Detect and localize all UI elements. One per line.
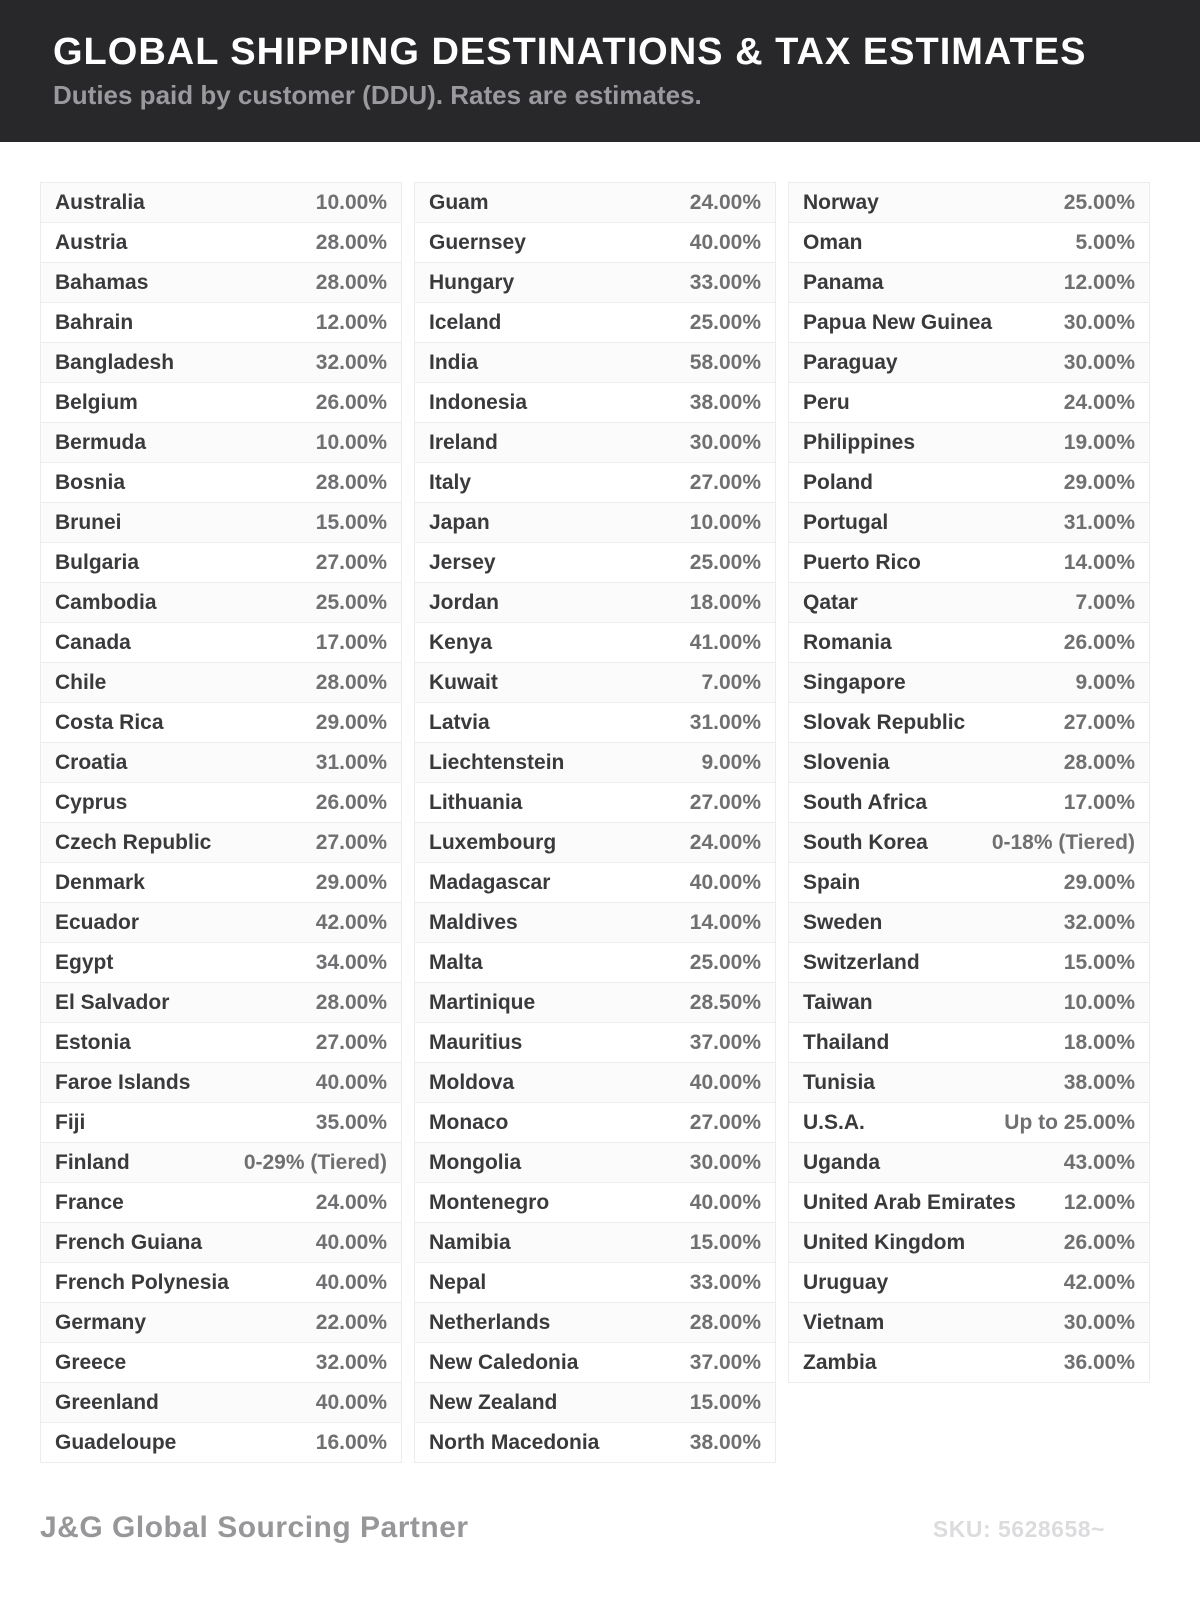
table-row bbox=[41, 1383, 401, 1423]
country-name: Mongolia bbox=[429, 1150, 522, 1174]
table-row bbox=[789, 383, 1149, 423]
table-row bbox=[789, 863, 1149, 903]
page-title: GLOBAL SHIPPING DESTINATIONS & TAX ESTIMATES bbox=[53, 31, 1087, 73]
table-row bbox=[415, 1023, 775, 1063]
tax-rate: 43.00% bbox=[1063, 1150, 1135, 1174]
table-row bbox=[41, 1103, 401, 1143]
country-name: United Arab Emirates bbox=[803, 1190, 1016, 1214]
table-row bbox=[415, 783, 775, 823]
tax-rate: 18.00% bbox=[1063, 1030, 1135, 1054]
tax-rate: 28.00% bbox=[689, 1310, 761, 1334]
country-name: Germany bbox=[55, 1310, 147, 1334]
tax-rate: 41.00% bbox=[689, 630, 761, 654]
country-name: Bahrain bbox=[55, 310, 134, 334]
tax-rate: 10.00% bbox=[1063, 990, 1135, 1014]
country-name: Greece bbox=[55, 1350, 127, 1374]
tax-rate: 40.00% bbox=[315, 1390, 387, 1414]
tax-rate: 28.00% bbox=[315, 470, 387, 494]
country-name: Singapore bbox=[803, 670, 906, 694]
country-name: Croatia bbox=[55, 750, 128, 774]
country-name: U.S.A. bbox=[803, 1110, 865, 1134]
table-row bbox=[789, 583, 1149, 623]
table-row bbox=[415, 263, 775, 303]
table-row bbox=[415, 1263, 775, 1303]
table-row bbox=[789, 303, 1149, 343]
country-name: Monaco bbox=[429, 1110, 509, 1134]
table-row bbox=[789, 183, 1149, 223]
country-name: Hungary bbox=[429, 270, 515, 294]
table-row bbox=[41, 863, 401, 903]
table-row bbox=[415, 343, 775, 383]
table-row bbox=[789, 743, 1149, 783]
table-row bbox=[415, 1143, 775, 1183]
tax-rate: 28.50% bbox=[689, 990, 761, 1014]
tax-rate: 40.00% bbox=[689, 230, 761, 254]
tax-rate: 28.00% bbox=[315, 230, 387, 254]
table-row bbox=[789, 1343, 1149, 1383]
country-name: Bangladesh bbox=[55, 350, 175, 374]
country-name: France bbox=[55, 1190, 124, 1214]
table-row bbox=[41, 1023, 401, 1063]
country-name: Faroe Islands bbox=[55, 1070, 191, 1094]
country-name: Italy bbox=[429, 470, 472, 494]
tax-rate: 17.00% bbox=[1063, 790, 1135, 814]
table-row bbox=[41, 1423, 401, 1463]
tax-rate: 38.00% bbox=[689, 390, 761, 414]
tax-rate: 29.00% bbox=[315, 870, 387, 894]
tax-rate: 30.00% bbox=[1063, 310, 1135, 334]
tax-rate: 31.00% bbox=[689, 710, 761, 734]
tax-rate: 33.00% bbox=[689, 270, 761, 294]
table-row bbox=[415, 983, 775, 1023]
country-name: Slovenia bbox=[803, 750, 890, 774]
tax-rate: 14.00% bbox=[1063, 550, 1135, 574]
table-row bbox=[41, 743, 401, 783]
table-row bbox=[415, 663, 775, 703]
tax-rate: 40.00% bbox=[315, 1270, 387, 1294]
country-name: Latvia bbox=[429, 710, 490, 734]
table-row bbox=[415, 1223, 775, 1263]
tax-rate: 31.00% bbox=[1063, 510, 1135, 534]
tax-rate: 16.00% bbox=[315, 1430, 387, 1454]
tax-rate: 38.00% bbox=[689, 1430, 761, 1454]
table-row bbox=[415, 583, 775, 623]
tax-rate: 38.00% bbox=[1063, 1070, 1135, 1094]
country-name: North Macedonia bbox=[429, 1430, 600, 1454]
country-name: Qatar bbox=[803, 590, 858, 614]
country-name: Belgium bbox=[55, 390, 138, 414]
country-name: Cambodia bbox=[55, 590, 157, 614]
country-name: South Korea bbox=[803, 830, 928, 854]
table-row bbox=[789, 703, 1149, 743]
tax-rate: 26.00% bbox=[1063, 630, 1135, 654]
table-row bbox=[789, 503, 1149, 543]
table-row bbox=[789, 1023, 1149, 1063]
tax-rate: 33.00% bbox=[689, 1270, 761, 1294]
table-row bbox=[415, 903, 775, 943]
table-row bbox=[789, 1183, 1149, 1223]
country-name: Costa Rica bbox=[55, 710, 164, 734]
country-name: Uruguay bbox=[803, 1270, 889, 1294]
table-row bbox=[41, 503, 401, 543]
tax-rate: 26.00% bbox=[315, 790, 387, 814]
tax-rate: 32.00% bbox=[315, 350, 387, 374]
tax-rate: 26.00% bbox=[1063, 1230, 1135, 1254]
tax-rate: 12.00% bbox=[1063, 1190, 1135, 1214]
table-row bbox=[789, 943, 1149, 983]
table-row bbox=[41, 943, 401, 983]
tax-rate: 40.00% bbox=[315, 1230, 387, 1254]
tax-rate: 25.00% bbox=[1063, 190, 1135, 214]
rate-column bbox=[788, 182, 1150, 1383]
table-row bbox=[41, 623, 401, 663]
table-row bbox=[41, 1063, 401, 1103]
tax-rate: 15.00% bbox=[1063, 950, 1135, 974]
tax-rate: 29.00% bbox=[315, 710, 387, 734]
country-name: Romania bbox=[803, 630, 892, 654]
table-row bbox=[415, 223, 775, 263]
country-name: Finland bbox=[55, 1150, 130, 1174]
table-row bbox=[415, 1063, 775, 1103]
country-name: Moldova bbox=[429, 1070, 515, 1094]
tax-rate: 7.00% bbox=[1075, 590, 1135, 614]
tax-rate: 42.00% bbox=[1063, 1270, 1135, 1294]
tax-rate: 34.00% bbox=[315, 950, 387, 974]
table-row bbox=[789, 343, 1149, 383]
tax-rate: 28.00% bbox=[1063, 750, 1135, 774]
country-name: Ireland bbox=[429, 430, 498, 454]
country-name: Namibia bbox=[429, 1230, 511, 1254]
country-name: Bermuda bbox=[55, 430, 147, 454]
table-row bbox=[789, 1143, 1149, 1183]
tax-rate: 40.00% bbox=[689, 1190, 761, 1214]
table-row bbox=[41, 823, 401, 863]
table-row bbox=[415, 383, 775, 423]
tax-rate: 35.00% bbox=[315, 1110, 387, 1134]
country-name: Canada bbox=[55, 630, 131, 654]
table-row bbox=[41, 1143, 401, 1183]
table-row bbox=[41, 663, 401, 703]
tax-rate: 12.00% bbox=[315, 310, 387, 334]
country-name: Papua New Guinea bbox=[803, 310, 993, 334]
table-row bbox=[415, 423, 775, 463]
country-name: Japan bbox=[429, 510, 490, 534]
tax-rate: 40.00% bbox=[689, 1070, 761, 1094]
tax-rate: 19.00% bbox=[1063, 430, 1135, 454]
table-row bbox=[789, 543, 1149, 583]
tax-rate: 37.00% bbox=[689, 1030, 761, 1054]
tax-rate: 24.00% bbox=[689, 830, 761, 854]
tax-rate: 15.00% bbox=[315, 510, 387, 534]
tax-rate: 26.00% bbox=[315, 390, 387, 414]
table-row bbox=[415, 943, 775, 983]
table-row bbox=[789, 663, 1149, 703]
tax-rate: 27.00% bbox=[315, 830, 387, 854]
table-row bbox=[789, 783, 1149, 823]
table-row bbox=[789, 823, 1149, 863]
table-row bbox=[41, 223, 401, 263]
country-name: Martinique bbox=[429, 990, 536, 1014]
country-name: Switzerland bbox=[803, 950, 920, 974]
country-name: Australia bbox=[55, 190, 145, 214]
table-row bbox=[415, 1103, 775, 1143]
country-name: French Polynesia bbox=[55, 1270, 229, 1294]
table-row bbox=[789, 1063, 1149, 1103]
tax-rate: 58.00% bbox=[689, 350, 761, 374]
country-name: South Africa bbox=[803, 790, 928, 814]
rates-table bbox=[40, 182, 1150, 1463]
sku-label: SKU: 5628658~ bbox=[932, 1516, 1105, 1542]
tax-rate: 27.00% bbox=[689, 790, 761, 814]
table-row bbox=[789, 1103, 1149, 1143]
country-name: Philippines bbox=[803, 430, 916, 454]
tax-rate: 27.00% bbox=[689, 1110, 761, 1134]
tax-rate: 25.00% bbox=[689, 550, 761, 574]
country-name: Denmark bbox=[55, 870, 145, 894]
tax-rate: 18.00% bbox=[689, 590, 761, 614]
tax-rate: 24.00% bbox=[315, 1190, 387, 1214]
table-row bbox=[41, 1183, 401, 1223]
country-name: Fiji bbox=[55, 1110, 86, 1134]
table-row bbox=[789, 623, 1149, 663]
country-name: Puerto Rico bbox=[803, 550, 921, 574]
tax-rate: 40.00% bbox=[689, 870, 761, 894]
country-name: Poland bbox=[803, 470, 874, 494]
country-name: Guernsey bbox=[429, 230, 526, 254]
table-row bbox=[415, 503, 775, 543]
country-name: Estonia bbox=[55, 1030, 131, 1054]
tax-rate: 10.00% bbox=[315, 190, 387, 214]
rate-column bbox=[40, 182, 402, 1463]
country-name: Guadeloupe bbox=[55, 1430, 177, 1454]
country-name: Greenland bbox=[55, 1390, 159, 1414]
table-row bbox=[415, 303, 775, 343]
table-row bbox=[415, 543, 775, 583]
country-name: Zambia bbox=[803, 1350, 877, 1374]
tax-rate: 29.00% bbox=[1063, 470, 1135, 494]
country-name: New Zealand bbox=[429, 1390, 558, 1414]
country-name: Brunei bbox=[55, 510, 122, 534]
tax-rate: 36.00% bbox=[1063, 1350, 1135, 1374]
country-name: Netherlands bbox=[429, 1310, 551, 1334]
tax-rate: 27.00% bbox=[315, 550, 387, 574]
tax-rate: 24.00% bbox=[689, 190, 761, 214]
table-row bbox=[41, 1303, 401, 1343]
tax-rate: 14.00% bbox=[689, 910, 761, 934]
country-name: Mauritius bbox=[429, 1030, 523, 1054]
tax-rate: 30.00% bbox=[689, 1150, 761, 1174]
table-row bbox=[789, 1263, 1149, 1303]
table-row bbox=[41, 1263, 401, 1303]
table-row bbox=[789, 423, 1149, 463]
tax-rate: 30.00% bbox=[1063, 350, 1135, 374]
country-name: Ecuador bbox=[55, 910, 140, 934]
tax-rate: 30.00% bbox=[1063, 1310, 1135, 1334]
rate-column bbox=[414, 182, 776, 1463]
table-row bbox=[789, 223, 1149, 263]
country-name: New Caledonia bbox=[429, 1350, 579, 1374]
country-name: Chile bbox=[55, 670, 107, 694]
footer bbox=[40, 1511, 1105, 1545]
country-name: El Salvador bbox=[55, 990, 170, 1014]
table-row bbox=[789, 903, 1149, 943]
tax-rate: 9.00% bbox=[701, 750, 761, 774]
country-name: Peru bbox=[803, 390, 850, 414]
country-name: Taiwan bbox=[803, 990, 873, 1014]
table-row bbox=[41, 783, 401, 823]
table-row bbox=[415, 463, 775, 503]
country-name: Egypt bbox=[55, 950, 114, 974]
country-name: Spain bbox=[803, 870, 861, 894]
brand-name: J&G Global Sourcing Partner bbox=[40, 1511, 469, 1544]
country-name: Bulgaria bbox=[55, 550, 140, 574]
tax-rate: 42.00% bbox=[315, 910, 387, 934]
country-name: Madagascar bbox=[429, 870, 551, 894]
table-row bbox=[41, 463, 401, 503]
table-row bbox=[41, 263, 401, 303]
table-row bbox=[41, 343, 401, 383]
table-row bbox=[41, 983, 401, 1023]
table-row bbox=[41, 903, 401, 943]
country-name: Iceland bbox=[429, 310, 502, 334]
tax-rate: 29.00% bbox=[1063, 870, 1135, 894]
country-name: Malta bbox=[429, 950, 483, 974]
country-name: Kuwait bbox=[429, 670, 498, 694]
tax-rate: 5.00% bbox=[1075, 230, 1135, 254]
tax-rate: 27.00% bbox=[1063, 710, 1135, 734]
country-name: Luxembourg bbox=[429, 830, 557, 854]
table-row bbox=[41, 183, 401, 223]
table-row bbox=[41, 303, 401, 343]
country-name: Portugal bbox=[803, 510, 889, 534]
country-name: Kenya bbox=[429, 630, 493, 654]
tax-rate: 10.00% bbox=[315, 430, 387, 454]
country-name: Paraguay bbox=[803, 350, 898, 374]
country-name: Indonesia bbox=[429, 390, 528, 414]
country-name: Bahamas bbox=[55, 270, 149, 294]
tax-rate: 22.00% bbox=[315, 1310, 387, 1334]
tax-rate: 12.00% bbox=[1063, 270, 1135, 294]
country-name: Czech Republic bbox=[55, 830, 212, 854]
country-name: Guam bbox=[429, 190, 489, 214]
tax-rate: 30.00% bbox=[689, 430, 761, 454]
table-row bbox=[41, 703, 401, 743]
country-name: India bbox=[429, 350, 479, 374]
table-row bbox=[415, 183, 775, 223]
table-row bbox=[415, 1183, 775, 1223]
table-row bbox=[41, 1223, 401, 1263]
tax-rate: 10.00% bbox=[689, 510, 761, 534]
country-name: French Guiana bbox=[55, 1230, 203, 1254]
tax-rate: 0-29% (Tiered) bbox=[243, 1150, 387, 1174]
tax-rate: 32.00% bbox=[1063, 910, 1135, 934]
country-name: Uganda bbox=[803, 1150, 881, 1174]
country-name: Liechtenstein bbox=[429, 750, 565, 774]
table-row bbox=[415, 623, 775, 663]
table-row bbox=[415, 1383, 775, 1423]
country-name: Vietnam bbox=[803, 1310, 885, 1334]
tax-rate: 28.00% bbox=[315, 990, 387, 1014]
tax-rate: 0-18% (Tiered) bbox=[991, 830, 1135, 854]
table-row bbox=[415, 1303, 775, 1343]
country-name: Tunisia bbox=[803, 1070, 875, 1094]
tax-rate: 32.00% bbox=[315, 1350, 387, 1374]
table-row bbox=[415, 703, 775, 743]
table-row bbox=[789, 263, 1149, 303]
tax-rate: 9.00% bbox=[1075, 670, 1135, 694]
country-name: Austria bbox=[55, 230, 128, 254]
country-name: Maldives bbox=[429, 910, 518, 934]
table-row bbox=[41, 583, 401, 623]
table-row bbox=[415, 823, 775, 863]
table-row bbox=[41, 1343, 401, 1383]
tax-rate: 27.00% bbox=[689, 470, 761, 494]
tax-rate: 37.00% bbox=[689, 1350, 761, 1374]
tax-rate: Up to 25.00% bbox=[1004, 1110, 1135, 1134]
tax-rate: 25.00% bbox=[689, 950, 761, 974]
table-row bbox=[789, 983, 1149, 1023]
tax-rate: 25.00% bbox=[689, 310, 761, 334]
tax-rate: 15.00% bbox=[689, 1230, 761, 1254]
tax-rate: 7.00% bbox=[701, 670, 761, 694]
country-name: Bosnia bbox=[55, 470, 126, 494]
country-name: Sweden bbox=[803, 910, 883, 934]
country-name: Lithuania bbox=[429, 790, 523, 814]
country-name: Jersey bbox=[429, 550, 496, 574]
table-row bbox=[41, 383, 401, 423]
country-name: Norway bbox=[803, 190, 879, 214]
country-name: Cyprus bbox=[55, 790, 128, 814]
tax-rate: 15.00% bbox=[689, 1390, 761, 1414]
table-row bbox=[415, 863, 775, 903]
country-name: Slovak Republic bbox=[803, 710, 966, 734]
tax-rate: 31.00% bbox=[315, 750, 387, 774]
table-row bbox=[415, 1423, 775, 1463]
table-row bbox=[41, 423, 401, 463]
tax-rate: 28.00% bbox=[315, 670, 387, 694]
page-subtitle: Duties paid by customer (DDU). Rates are estimates. bbox=[53, 80, 702, 110]
tax-rate: 24.00% bbox=[1063, 390, 1135, 414]
country-name: Thailand bbox=[803, 1030, 890, 1054]
country-name: Oman bbox=[803, 230, 863, 254]
country-name: Panama bbox=[803, 270, 884, 294]
header-banner bbox=[0, 0, 1200, 142]
tax-rate: 28.00% bbox=[315, 270, 387, 294]
country-name: Jordan bbox=[429, 590, 500, 614]
tax-rate: 40.00% bbox=[315, 1070, 387, 1094]
table-row bbox=[41, 543, 401, 583]
country-name: Nepal bbox=[429, 1270, 487, 1294]
table-row bbox=[789, 463, 1149, 503]
tax-rate: 27.00% bbox=[315, 1030, 387, 1054]
country-name: United Kingdom bbox=[803, 1230, 966, 1254]
tax-rate: 25.00% bbox=[315, 590, 387, 614]
table-row bbox=[415, 743, 775, 783]
table-row bbox=[789, 1303, 1149, 1343]
country-name: Montenegro bbox=[429, 1190, 550, 1214]
tax-rate: 17.00% bbox=[315, 630, 387, 654]
table-row bbox=[789, 1223, 1149, 1263]
table-row bbox=[415, 1343, 775, 1383]
